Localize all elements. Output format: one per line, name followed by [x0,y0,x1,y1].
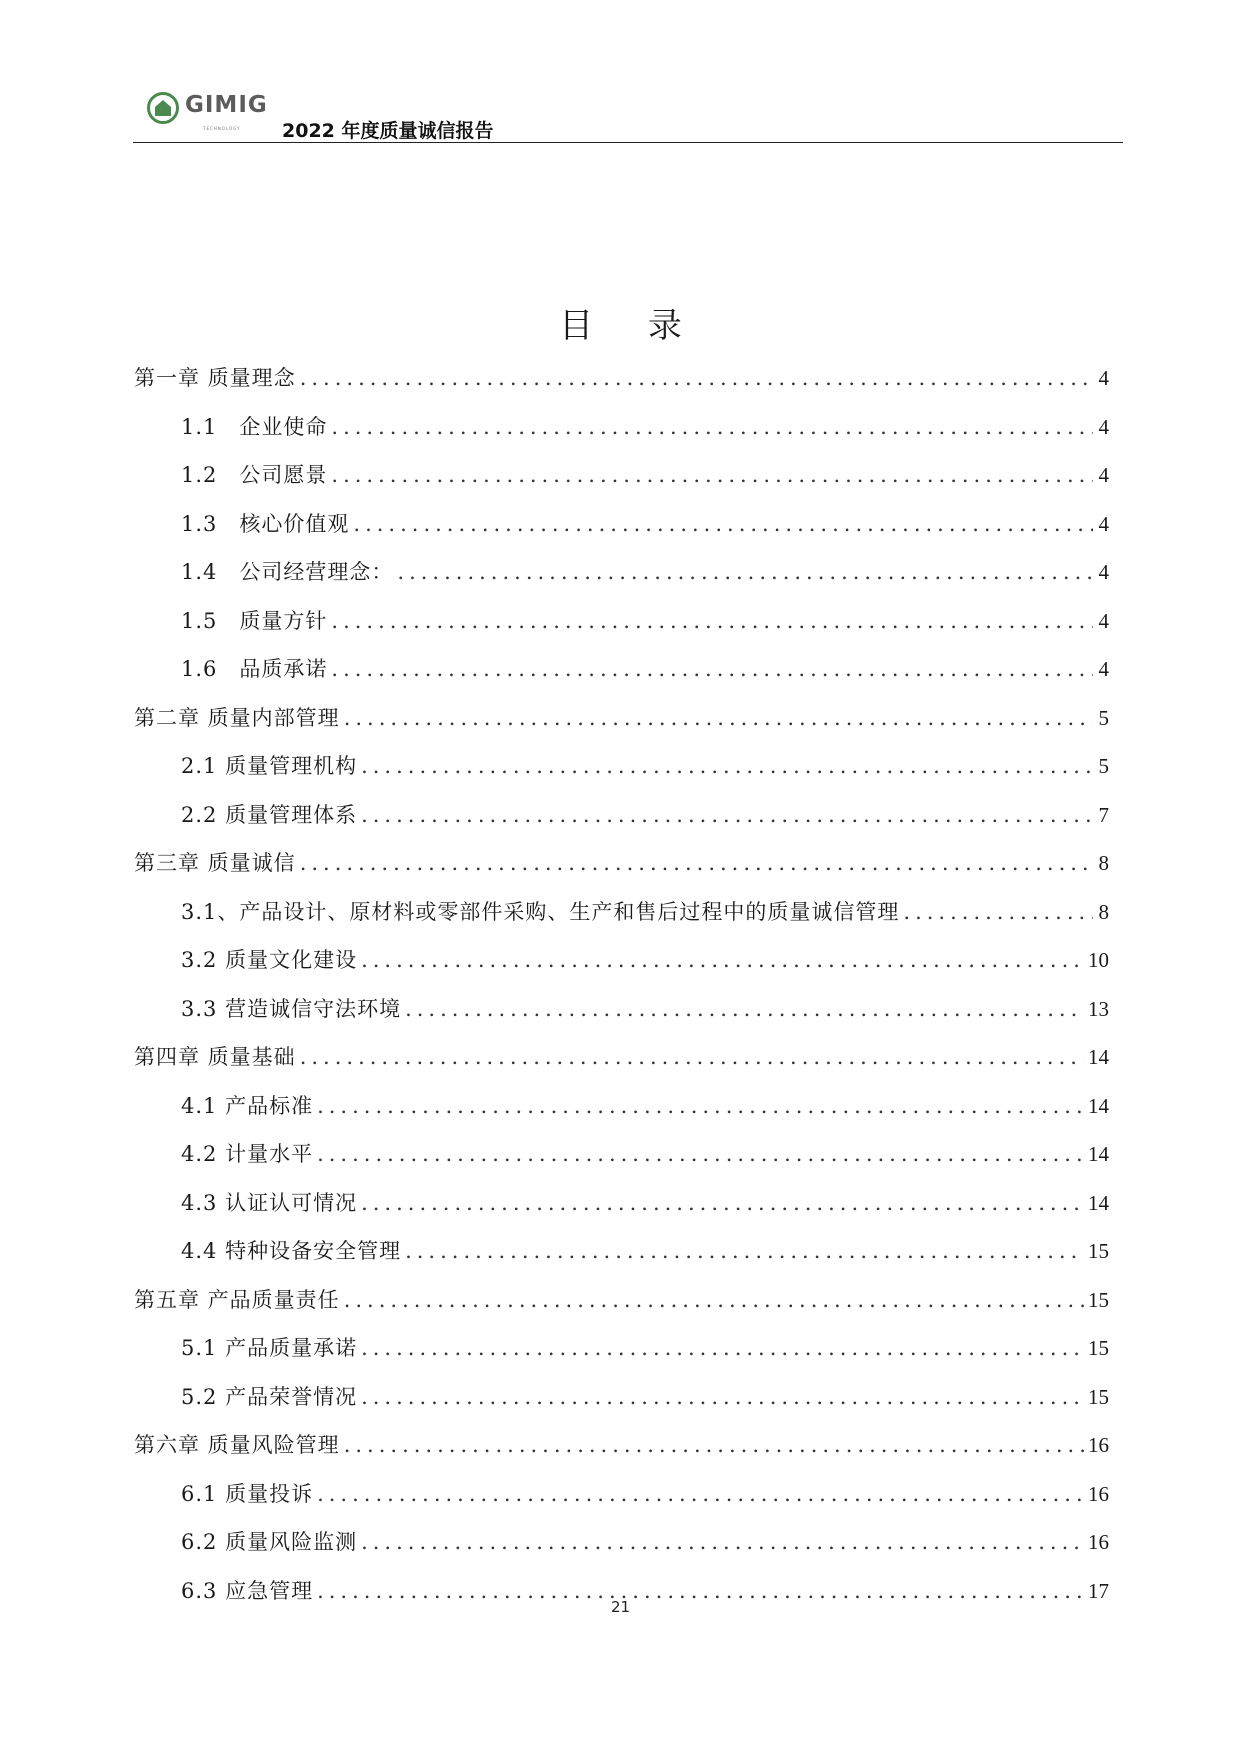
toc-entry-label: 6.3 应急管理 [181,1578,314,1603]
toc-entry-page: 15 [1088,1287,1109,1312]
toc-title: 目 录 [559,306,704,346]
toc-dot-leader [344,1276,1084,1324]
toc-section-entry[interactable] [134,1470,1109,1519]
toc-section-entry[interactable] [134,645,1109,694]
toc-entry-page: 16 [1088,1530,1109,1554]
toc-dot-leader [361,1324,1084,1372]
toc-entry-page: 5 [1098,705,1109,730]
toc-entry-page: 14 [1088,1045,1109,1069]
toc-entry-page: 4 [1098,463,1109,487]
toc-entry-page: 15 [1088,1239,1109,1263]
toc-section-entry[interactable] [134,597,1109,646]
toc-section-entry[interactable] [134,1518,1109,1567]
toc-dot-leader [361,791,1093,839]
toc-entry-label: 第三章 质量诚信 [134,851,296,875]
toc-entry-label: 1.4 公司经营理念： [181,560,394,584]
toc-dot-leader [361,742,1093,790]
toc-dot-leader [300,1033,1084,1081]
toc-entry-label: 3.3 营造诚信守法环境 [181,996,402,1021]
toc-entry-label: 4.1 产品标准 [181,1093,314,1118]
toc-chapter-entry[interactable] [134,839,1109,888]
company-logo [147,92,277,136]
toc-entry-page: 8 [1098,851,1109,875]
toc-dot-leader [361,1179,1084,1227]
toc-dot-leader [344,694,1093,742]
header-divider [133,142,1123,143]
toc-section-entry[interactable] [134,985,1109,1034]
toc-entry-label: 3.1、产品设计、原材料或零部件采购、生产和售后过程中的质量诚信管理 [181,899,900,924]
logo-subtext: TECHNOLOGY [203,126,241,131]
table-of-contents [134,354,1109,1615]
logo-text: GIMIG [185,92,268,118]
toc-dot-leader [300,354,1093,402]
page-header [133,88,1123,146]
toc-dot-leader [361,1518,1084,1566]
toc-entry-page: 16 [1088,1481,1109,1506]
toc-entry-page: 4 [1098,560,1109,584]
toc-entry-label: 第二章 质量内部管理 [134,705,340,730]
toc-entry-label: 3.2 质量文化建设 [181,948,358,972]
toc-chapter-entry[interactable] [134,354,1109,403]
toc-entry-label: 2.1 质量管理机构 [181,754,358,778]
toc-dot-leader [331,403,1093,451]
toc-entry-label: 4.3 认证认可情况 [181,1190,358,1215]
logo-house-icon [147,92,179,124]
toc-entry-page: 15 [1088,1336,1109,1360]
toc-dot-leader [397,548,1093,596]
toc-dot-leader [317,1130,1084,1178]
toc-entry-label: 2.2 质量管理体系 [181,802,358,827]
toc-dot-leader [361,1373,1084,1421]
toc-section-entry[interactable] [134,936,1109,985]
toc-chapter-entry[interactable] [134,1033,1109,1082]
toc-chapter-entry[interactable] [134,1276,1109,1325]
toc-entry-page: 13 [1088,996,1109,1021]
toc-entry-page: 10 [1088,948,1109,972]
toc-dot-leader [353,500,1093,548]
toc-dot-leader [300,839,1093,887]
toc-entry-page: 4 [1098,511,1109,536]
toc-section-entry[interactable] [134,742,1109,791]
toc-dot-leader [405,985,1084,1033]
toc-section-entry[interactable] [134,500,1109,549]
toc-entry-page: 8 [1098,899,1109,924]
toc-section-entry[interactable] [134,548,1109,597]
toc-entry-page: 4 [1098,608,1109,633]
toc-entry-page: 14 [1088,1093,1109,1118]
toc-section-entry[interactable] [134,1130,1109,1179]
toc-entry-label: 1.1 企业使命 [181,414,328,439]
toc-entry-page: 17 [1088,1578,1109,1603]
toc-section-entry[interactable] [134,1082,1109,1131]
toc-entry-label: 5.2 产品荣誉情况 [181,1384,358,1409]
toc-entry-label: 第一章 质量理念 [134,366,296,390]
toc-chapter-entry[interactable] [134,694,1109,743]
toc-entry-label: 6.2 质量风险监测 [181,1530,358,1554]
toc-entry-page: 15 [1088,1384,1109,1409]
toc-entry-page: 14 [1088,1190,1109,1215]
toc-entry-page: 7 [1098,802,1109,827]
toc-dot-leader [344,1421,1084,1469]
toc-section-entry[interactable] [134,888,1109,937]
toc-dot-leader [361,936,1084,984]
toc-entry-page: 4 [1098,414,1109,439]
toc-dot-leader [331,451,1093,499]
toc-dot-leader [903,888,1093,936]
toc-entry-label: 第五章 产品质量责任 [134,1287,340,1312]
toc-entry-page: 14 [1088,1142,1109,1166]
toc-dot-leader [331,597,1093,645]
toc-entry-page: 4 [1098,366,1109,390]
toc-dot-leader [317,1082,1084,1130]
toc-entry-page: 5 [1098,754,1109,778]
toc-section-entry[interactable] [134,403,1109,452]
toc-entry-page: 4 [1098,657,1109,681]
report-title: 2022 年度质量诚信报告 [282,120,494,142]
toc-chapter-entry[interactable] [134,1421,1109,1470]
toc-entry-page: 16 [1088,1433,1109,1457]
toc-entry-label: 第六章 质量风险管理 [134,1433,340,1457]
page-number: 21 [610,1598,631,1616]
toc-section-entry[interactable] [134,451,1109,500]
toc-entry-label: 1.3 核心价值观 [181,511,350,536]
toc-section-entry[interactable] [134,1227,1109,1276]
toc-dot-leader [405,1227,1084,1275]
toc-section-entry[interactable] [134,1179,1109,1228]
toc-entry-label: 1.5 质量方针 [181,608,328,633]
toc-entry-label: 1.2 公司愿景 [181,463,328,487]
toc-entry-label: 4.4 特种设备安全管理 [181,1239,402,1263]
toc-entry-label: 4.2 计量水平 [181,1142,314,1166]
toc-section-entry[interactable] [134,1373,1109,1422]
toc-dot-leader [331,645,1093,693]
toc-entry-label: 1.6 品质承诺 [181,657,328,681]
toc-entry-label: 第四章 质量基础 [134,1045,296,1069]
toc-entry-label: 5.1 产品质量承诺 [181,1336,358,1360]
toc-entry-label: 6.1 质量投诉 [181,1481,314,1506]
toc-dot-leader [317,1470,1084,1518]
toc-section-entry[interactable] [134,791,1109,840]
toc-section-entry[interactable] [134,1324,1109,1373]
